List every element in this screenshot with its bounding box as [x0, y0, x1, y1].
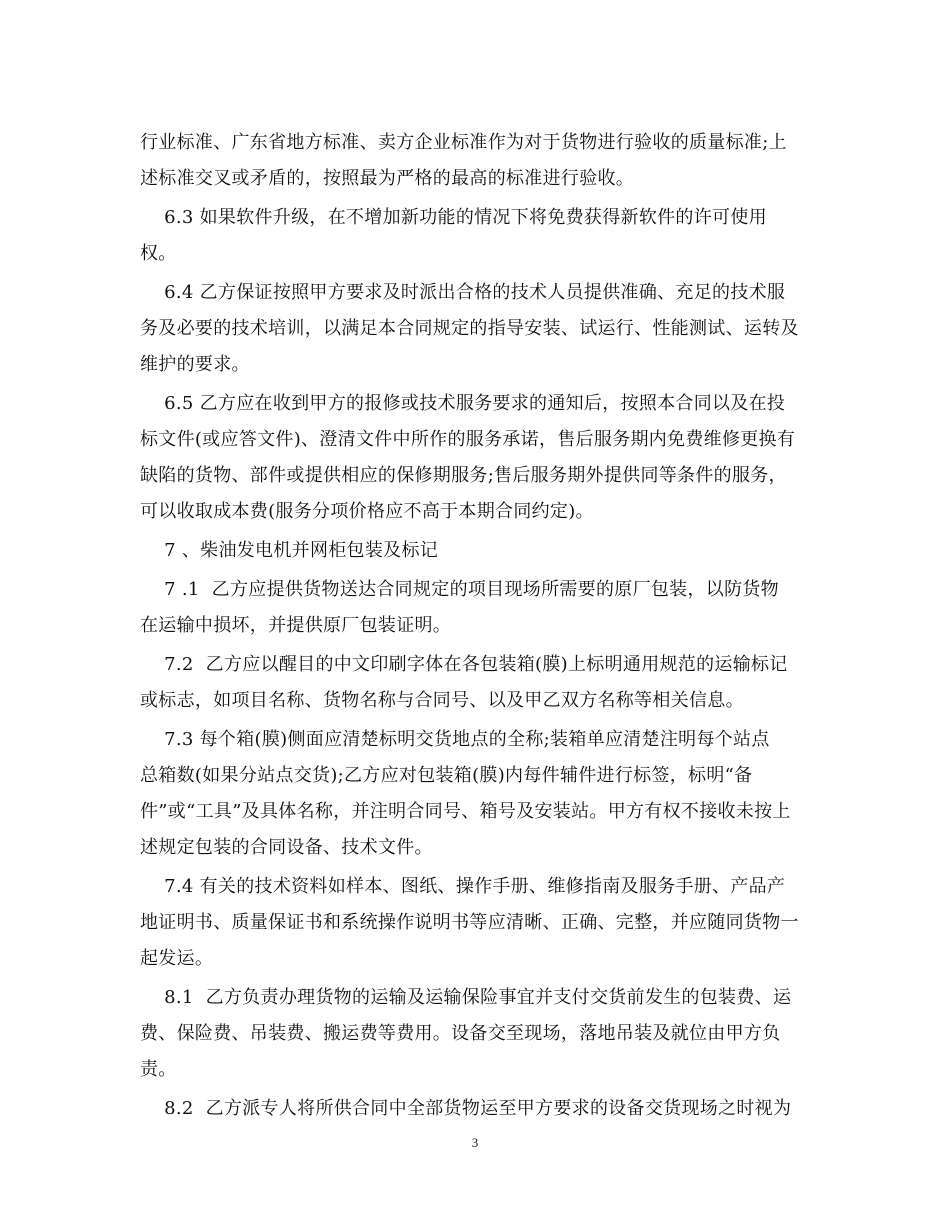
text-line: 件”或“工具”及具体名称，并注明合同号、箱号及安装站。甲方有权不接收未按上: [140, 801, 791, 822]
text-line: 缺陷的货物、部件或提供相应的保修期服务;售后服务期外提供同等条件的服务，: [140, 465, 787, 486]
text-line: 8.1 乙方负责办理货物的运输及运输保险事宜并支付交货前发生的包装费、运: [140, 987, 792, 1008]
text-line: 7.3 每个箱(膜)侧面应清楚标明交货地点的全称;装箱单应清楚注明每个站点: [140, 729, 770, 750]
text-line: 7 、柴油发电机并网柜包装及标记: [140, 540, 439, 561]
paragraph: [140, 869, 812, 977]
paragraph: [140, 980, 812, 1088]
text-line: 或标志，如项目名称、货物名称与合同号、以及甲乙双方名称等相关信息。: [140, 690, 744, 711]
paragraph: [140, 533, 812, 569]
text-line: 起发运。: [140, 948, 214, 969]
page-number: 3: [471, 1135, 479, 1150]
text-line: 在运输中损坏，并提供原厂包装证明。: [140, 615, 452, 636]
paragraph: [140, 200, 812, 272]
text-line: 可以收取成本费(服务分项价格应不高于本期合同约定)。: [140, 501, 594, 522]
text-line: 述标准交叉或矛盾的，按照最为严格的最高的标准进行验收。: [140, 168, 635, 189]
paragraph: [140, 1091, 812, 1127]
text-line: 7.2 乙方应以醒目的中文印刷字体在各包装箱(膜)上标明通用规范的运输标记: [140, 654, 788, 675]
text-line: 6.5 乙方应在收到甲方的报修或技术服务要求的通知后，按照本合同以及在投: [140, 393, 786, 414]
paragraph: [140, 647, 812, 719]
text-line: 6.4 乙方保证按照甲方要求及时派出合格的技术人员提供准确、充足的技术服: [140, 282, 786, 303]
text-line: 总箱数(如果分站点交货);乙方应对包装箱(膜)内每件辅件进行标签，标明“备: [140, 765, 753, 786]
text-line: 8.2 乙方派专人将所供合同中全部货物运至甲方要求的设备交货现场之时视为: [140, 1098, 792, 1119]
paragraph: [140, 275, 812, 383]
text-line: 7 .1 乙方应提供货物送达合同规定的项目现场所需要的原厂包装，以防货物: [140, 579, 779, 600]
text-line: 务及必要的技术培训，以满足本合同规定的指导安装、试运行、性能测试、运转及: [140, 318, 799, 339]
paragraph: [140, 125, 812, 197]
text-line: 行业标准、广东省地方标准、卖方企业标准作为对于货物进行验收的质量标准;上: [140, 132, 787, 153]
text-line: 责。: [140, 1059, 177, 1080]
paragraph: [140, 386, 812, 530]
text-line: 费、保险费、吊装费、搬运费等费用。设备交至现场，落地吊装及就位由甲方负: [140, 1023, 781, 1044]
text-line: 维护的要求。: [140, 354, 250, 375]
text-line: 标文件(或应答文件)、澄清文件中所作的服务承诺，售后服务期内免费维修更换有: [140, 429, 796, 450]
text-line: 6.3 如果软件升级，在不增加新功能的情况下将免费获得新软件的许可使用: [140, 207, 767, 228]
text-line: 述规定包装的合同设备、技术文件。: [140, 837, 433, 858]
paragraph: [140, 722, 812, 866]
document-body: [140, 125, 812, 1127]
text-line: 7.4 有关的技术资料如样本、图纸、操作手册、维修指南及服务手册、产品产: [140, 876, 786, 897]
paragraph: [140, 572, 812, 644]
text-line: 权。: [140, 243, 177, 264]
text-line: 地证明书、质量保证书和系统操作说明书等应清晰、正确、完整，并应随同货物一: [140, 912, 799, 933]
